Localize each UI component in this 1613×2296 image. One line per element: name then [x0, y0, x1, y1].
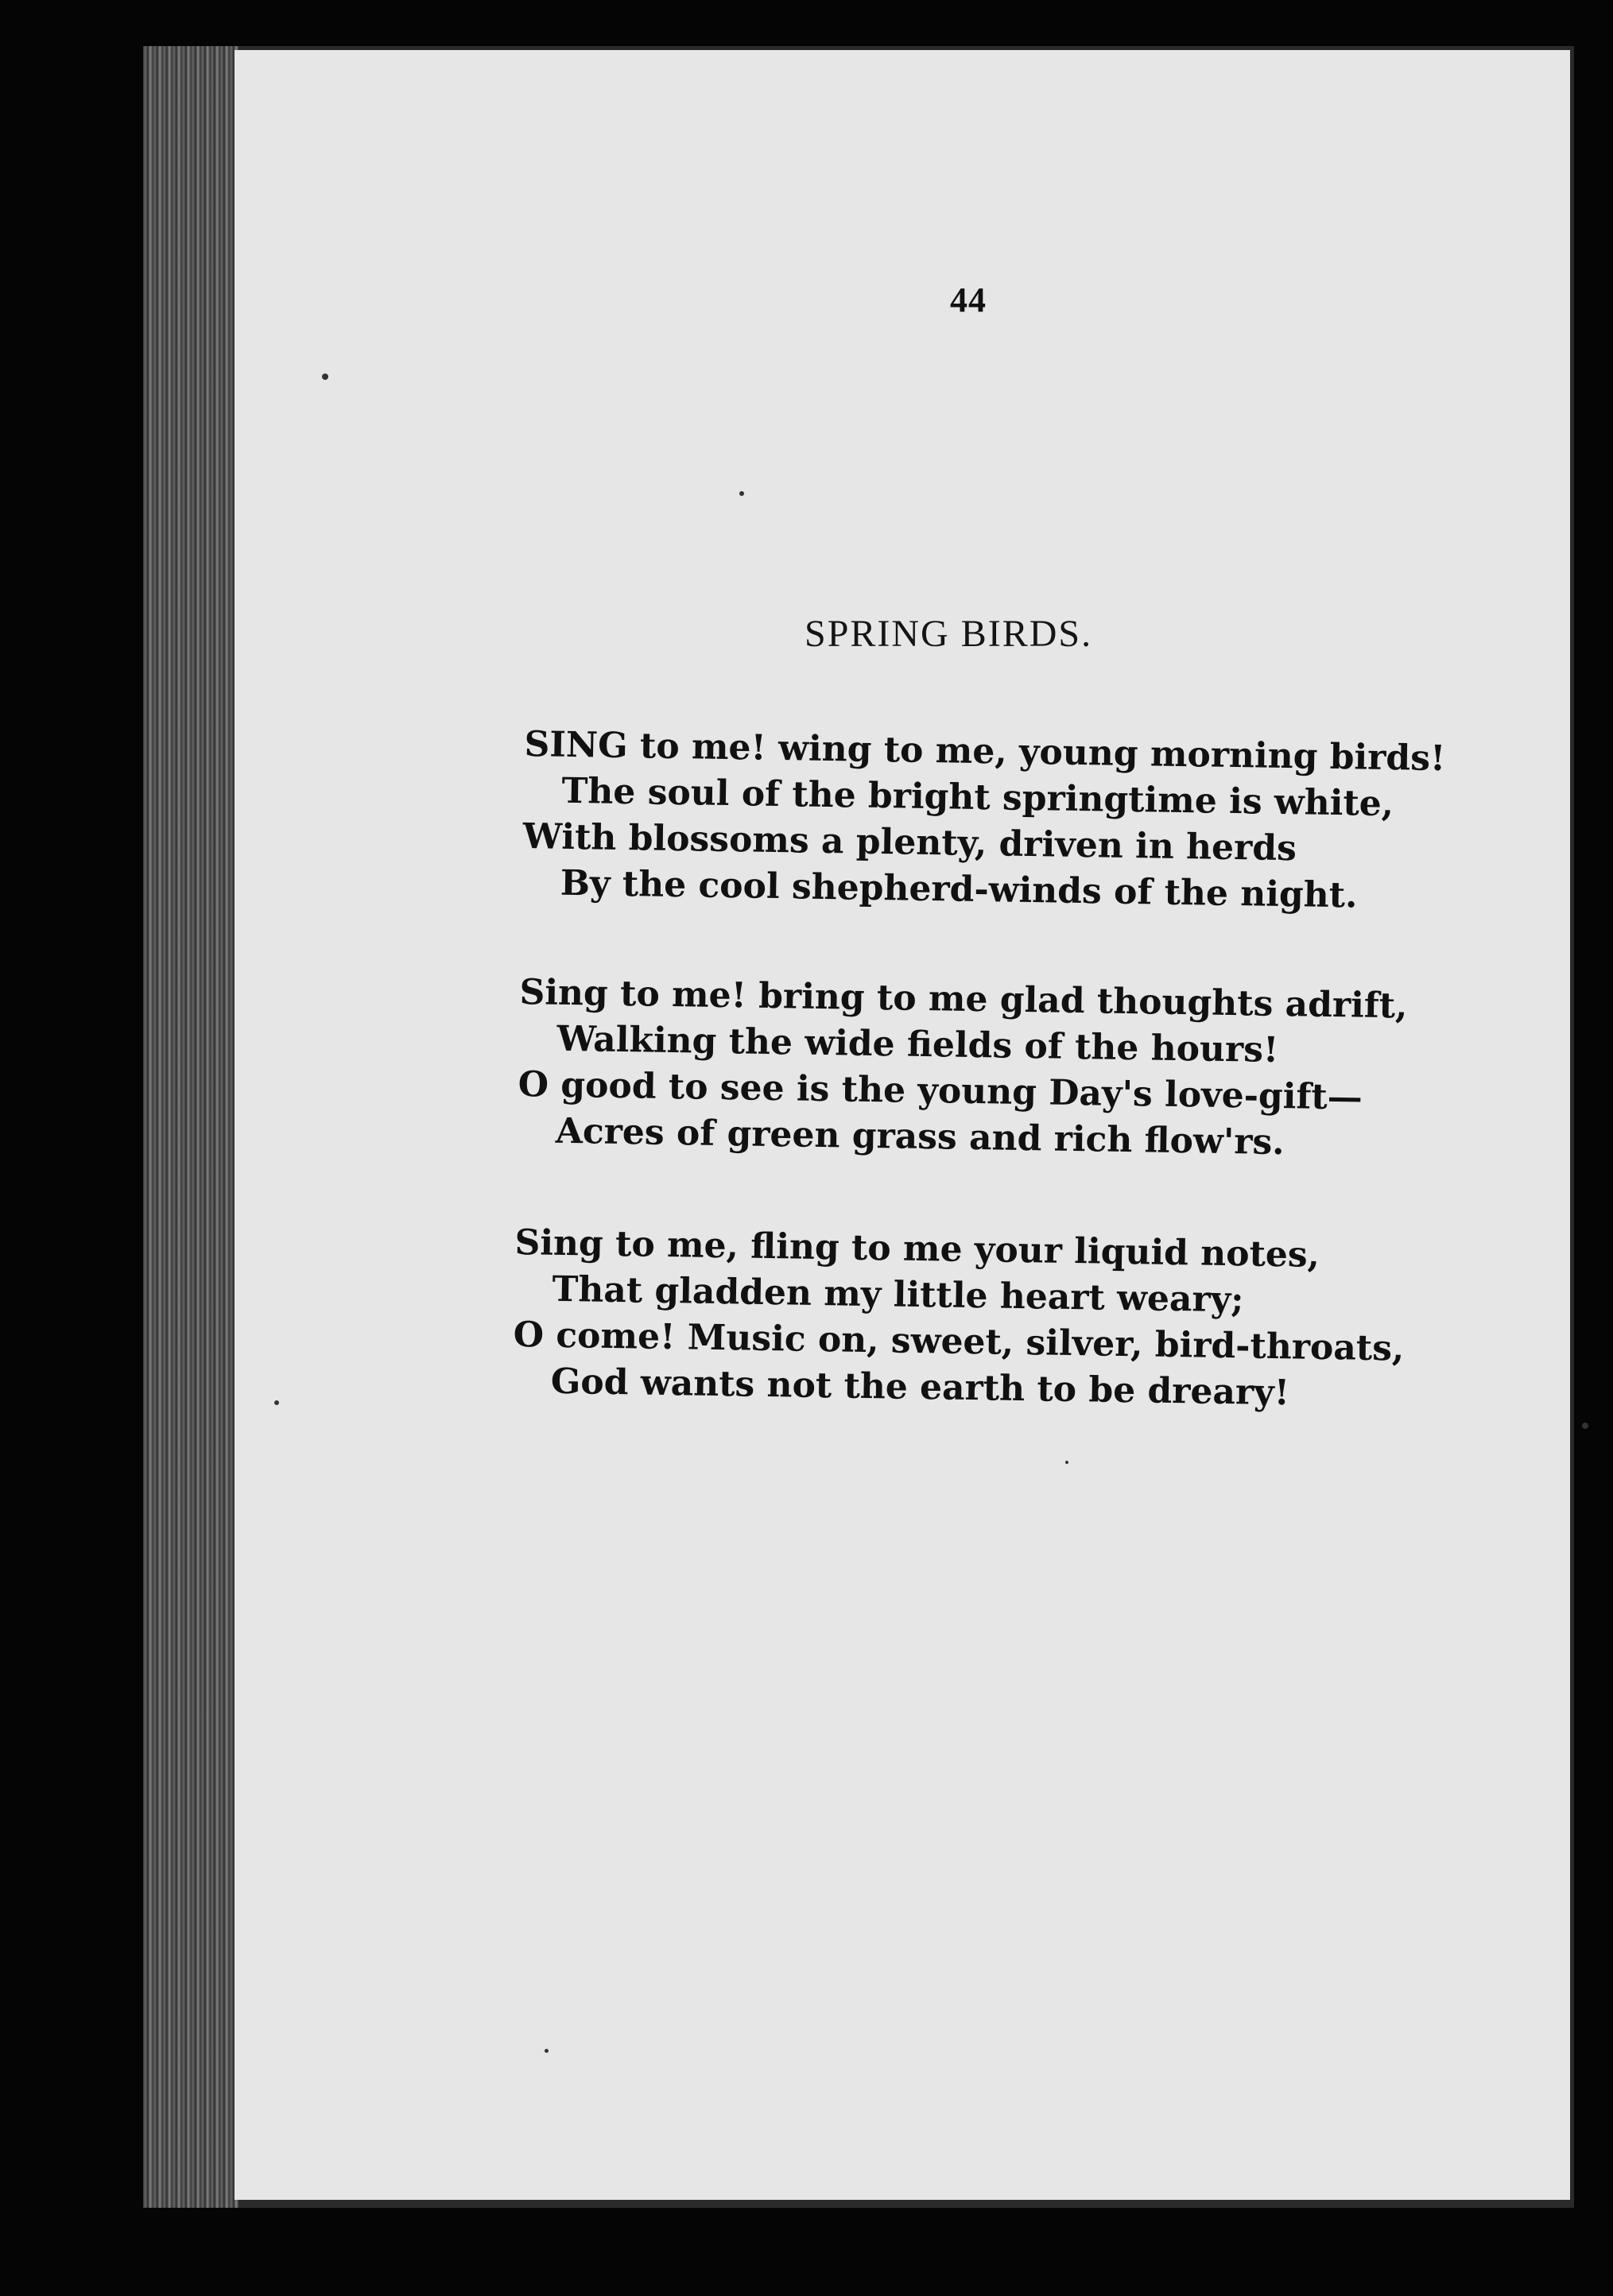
scan-speck — [274, 1400, 279, 1405]
page-number: 44 — [950, 281, 987, 319]
stanza-2-line-3: O good to see is the young Day's love-gift— — [518, 1063, 1363, 1118]
scan-speck — [1065, 1461, 1068, 1464]
scan-speck — [322, 374, 328, 380]
scan-speck — [739, 491, 744, 496]
scan-speck — [545, 2049, 549, 2053]
stanza-1-line-4: By the cool shepherd-winds of the night. — [560, 862, 1358, 916]
stanza-2-line-1: Sing to me! bring to me glad thoughts adrift, — [519, 971, 1408, 1027]
stanza-1-line-2: The soul of the bright springtime is white, — [561, 770, 1394, 825]
poem-title: SPRING BIRDS. — [805, 613, 1093, 655]
stanza-2 — [517, 970, 1407, 1168]
stanza-3-line-1: Sing to me, fling to me your liquid notes, — [514, 1222, 1320, 1276]
stanza-1-line-1: SING to me! wing to me, young morning birds! — [524, 723, 1446, 780]
stanza-1 — [522, 722, 1445, 920]
stanza-1-line-3: With blossoms a plenty, driven in herds — [522, 815, 1297, 869]
stanza-3-line-2: That gladden my little heart weary; — [552, 1268, 1244, 1321]
page-edges — [143, 46, 238, 2208]
stanza-2-line-2: Walking the wide fields of the hours! — [556, 1018, 1279, 1071]
stanza-3 — [512, 1220, 1406, 1419]
stanza-3-line-3: O come! Music on, sweet, silver, bird-throats, — [513, 1314, 1405, 1369]
stanza-3-line-4: God wants not the earth to be dreary! — [550, 1361, 1290, 1414]
stanza-2-line-4: Acres of green grass and rich flow'rs. — [555, 1110, 1285, 1163]
scan-speck — [1582, 1423, 1588, 1429]
